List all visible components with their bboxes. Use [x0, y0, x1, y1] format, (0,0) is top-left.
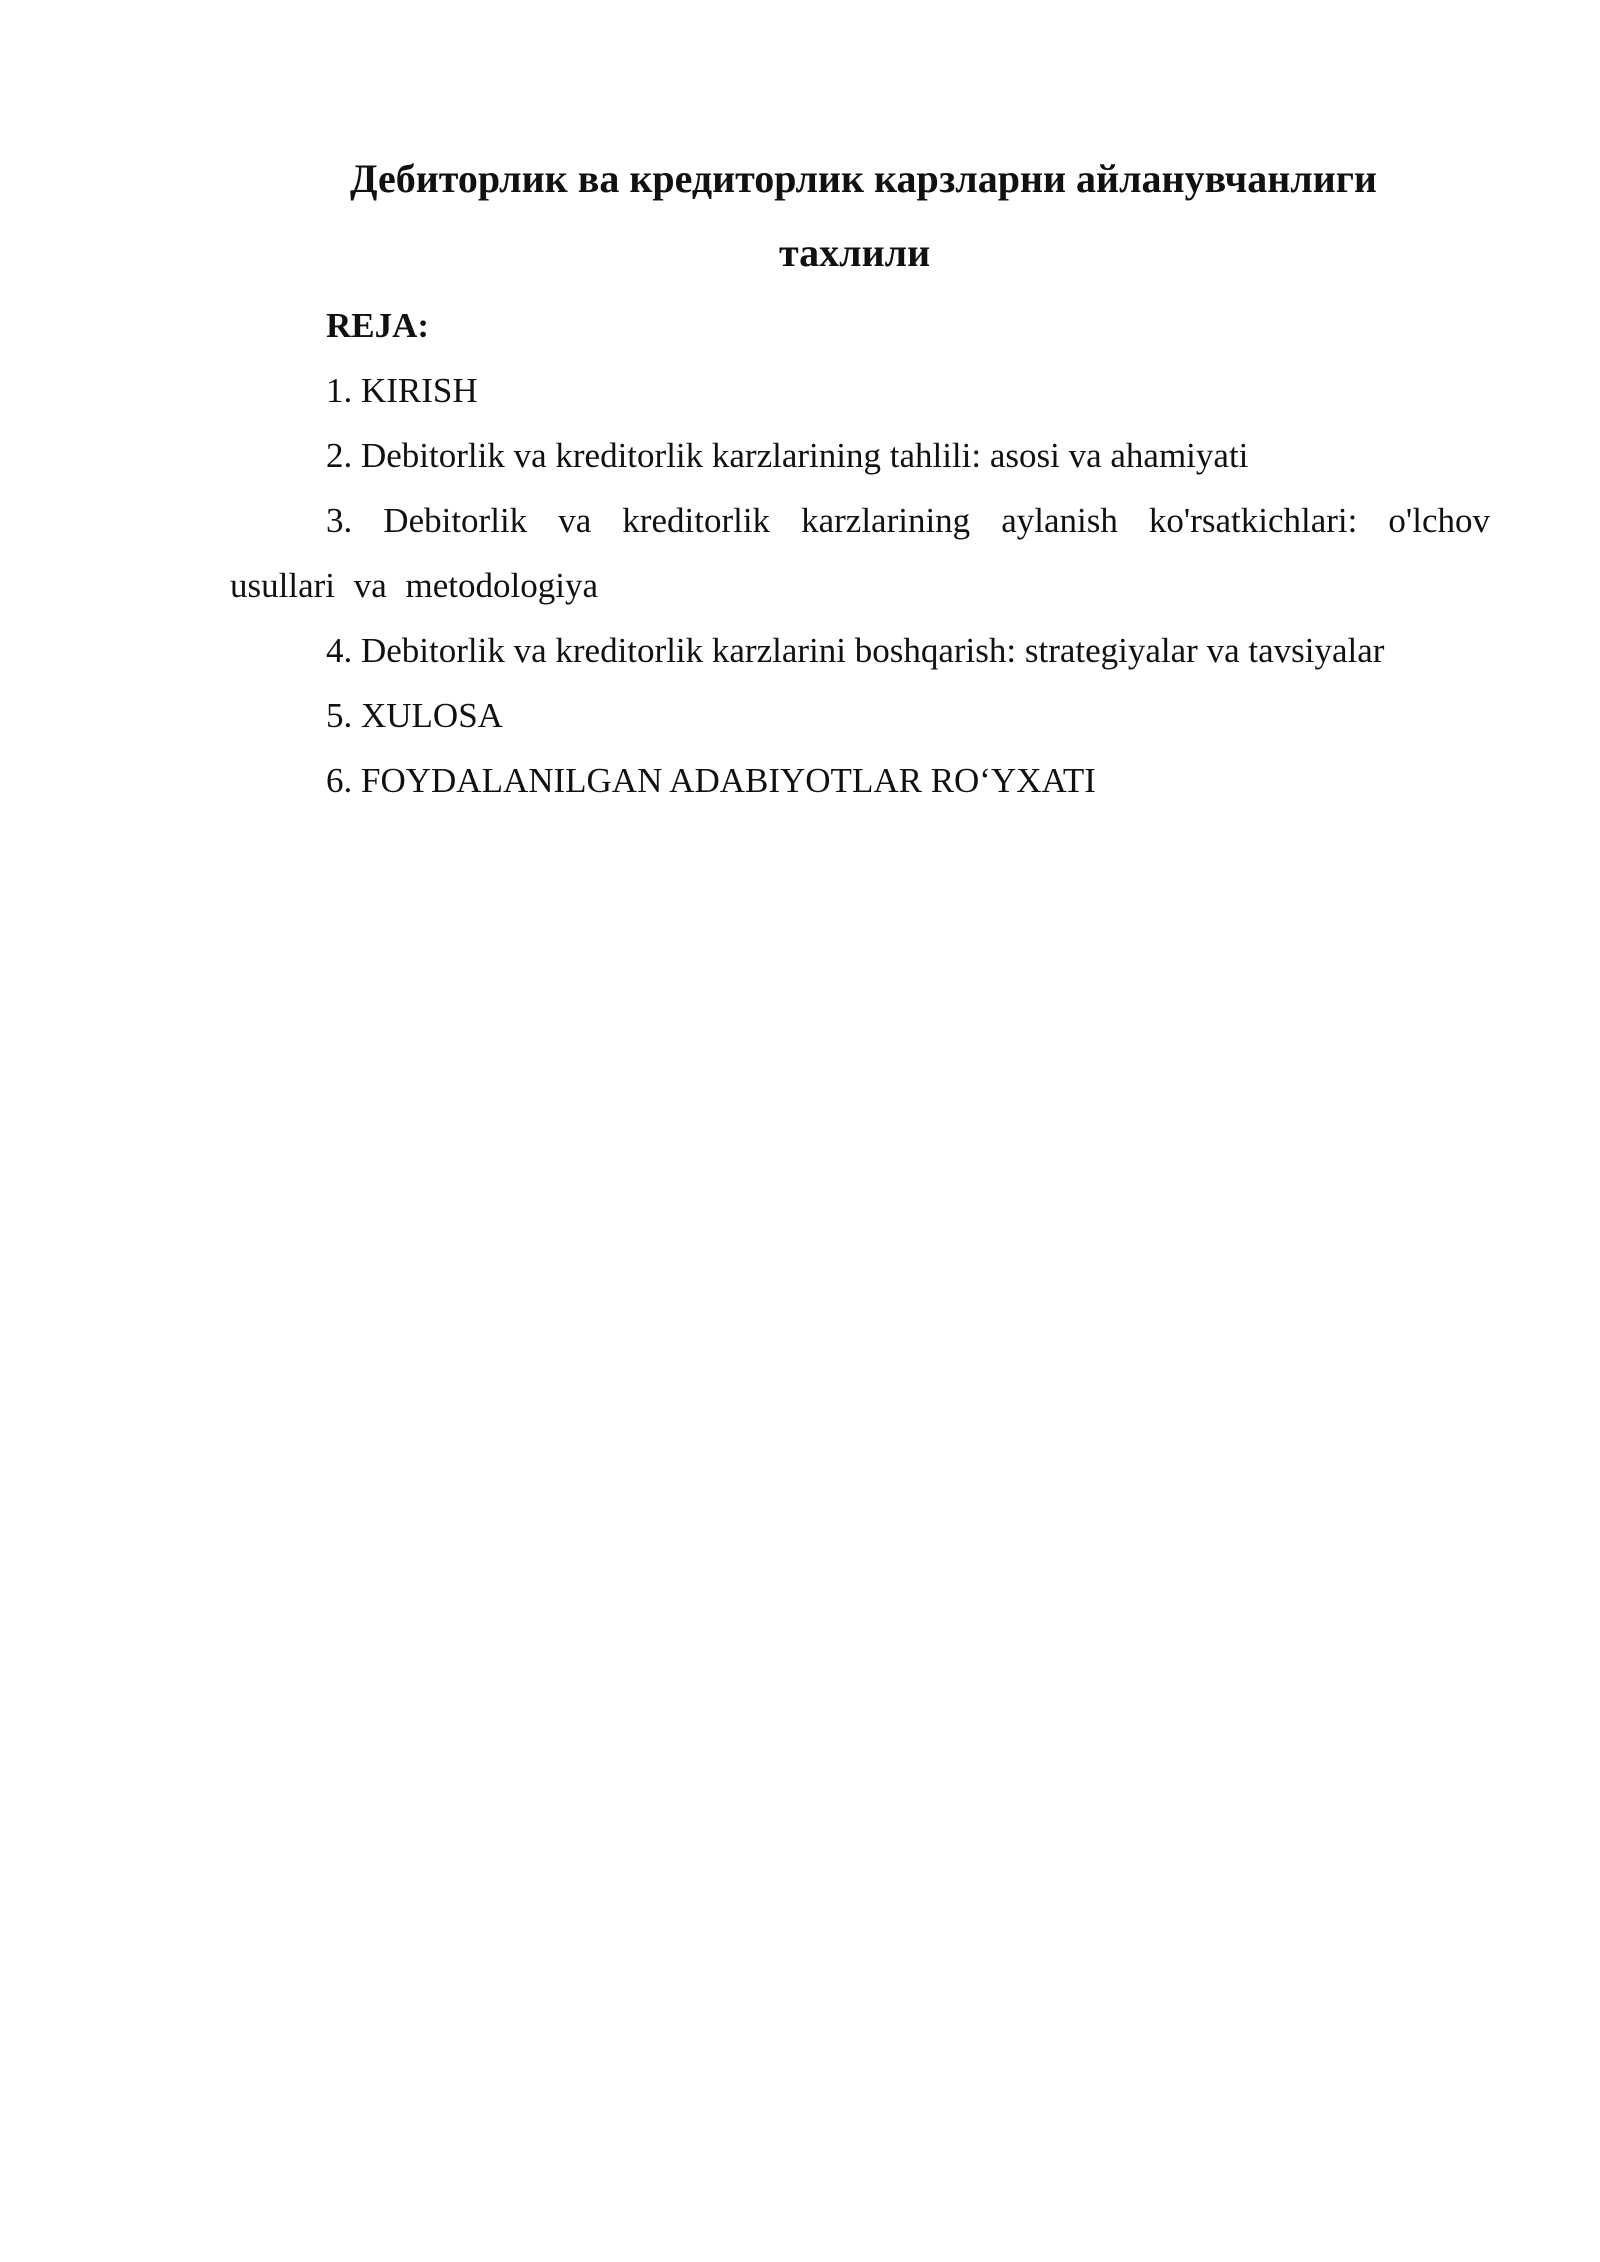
- plan-item-6: 6. FOYDALANILGAN ADABIYOTLAR RO‘YXATI: [326, 761, 1096, 800]
- title-line-2: тахлили: [779, 230, 931, 275]
- document-title: [330, 142, 1490, 290]
- plan-item-1: 1. KIRISH: [326, 371, 478, 410]
- plan-heading: REJA:: [326, 306, 430, 345]
- plan-section: [230, 293, 1490, 813]
- plan-item-5: 5. XULOSA: [326, 696, 503, 735]
- title-line-1: Дебиторлик ва кредиторлик карзларни айланувчанлиги: [350, 156, 1377, 201]
- plan-item-3: 3. Debitorlik va kreditorlik karzlarining aylanish ko'rsatkichlari: o'lchov usullari va metodologiya: [230, 501, 1490, 605]
- plan-item-2: 2. Debitorlik va kreditorlik karzlarining tahlili: asosi va ahamiyati: [326, 436, 1249, 475]
- plan-item-4: 4. Debitorlik va kreditorlik karzlarini boshqarish: strategiyalar va tavsiyalar: [326, 631, 1385, 670]
